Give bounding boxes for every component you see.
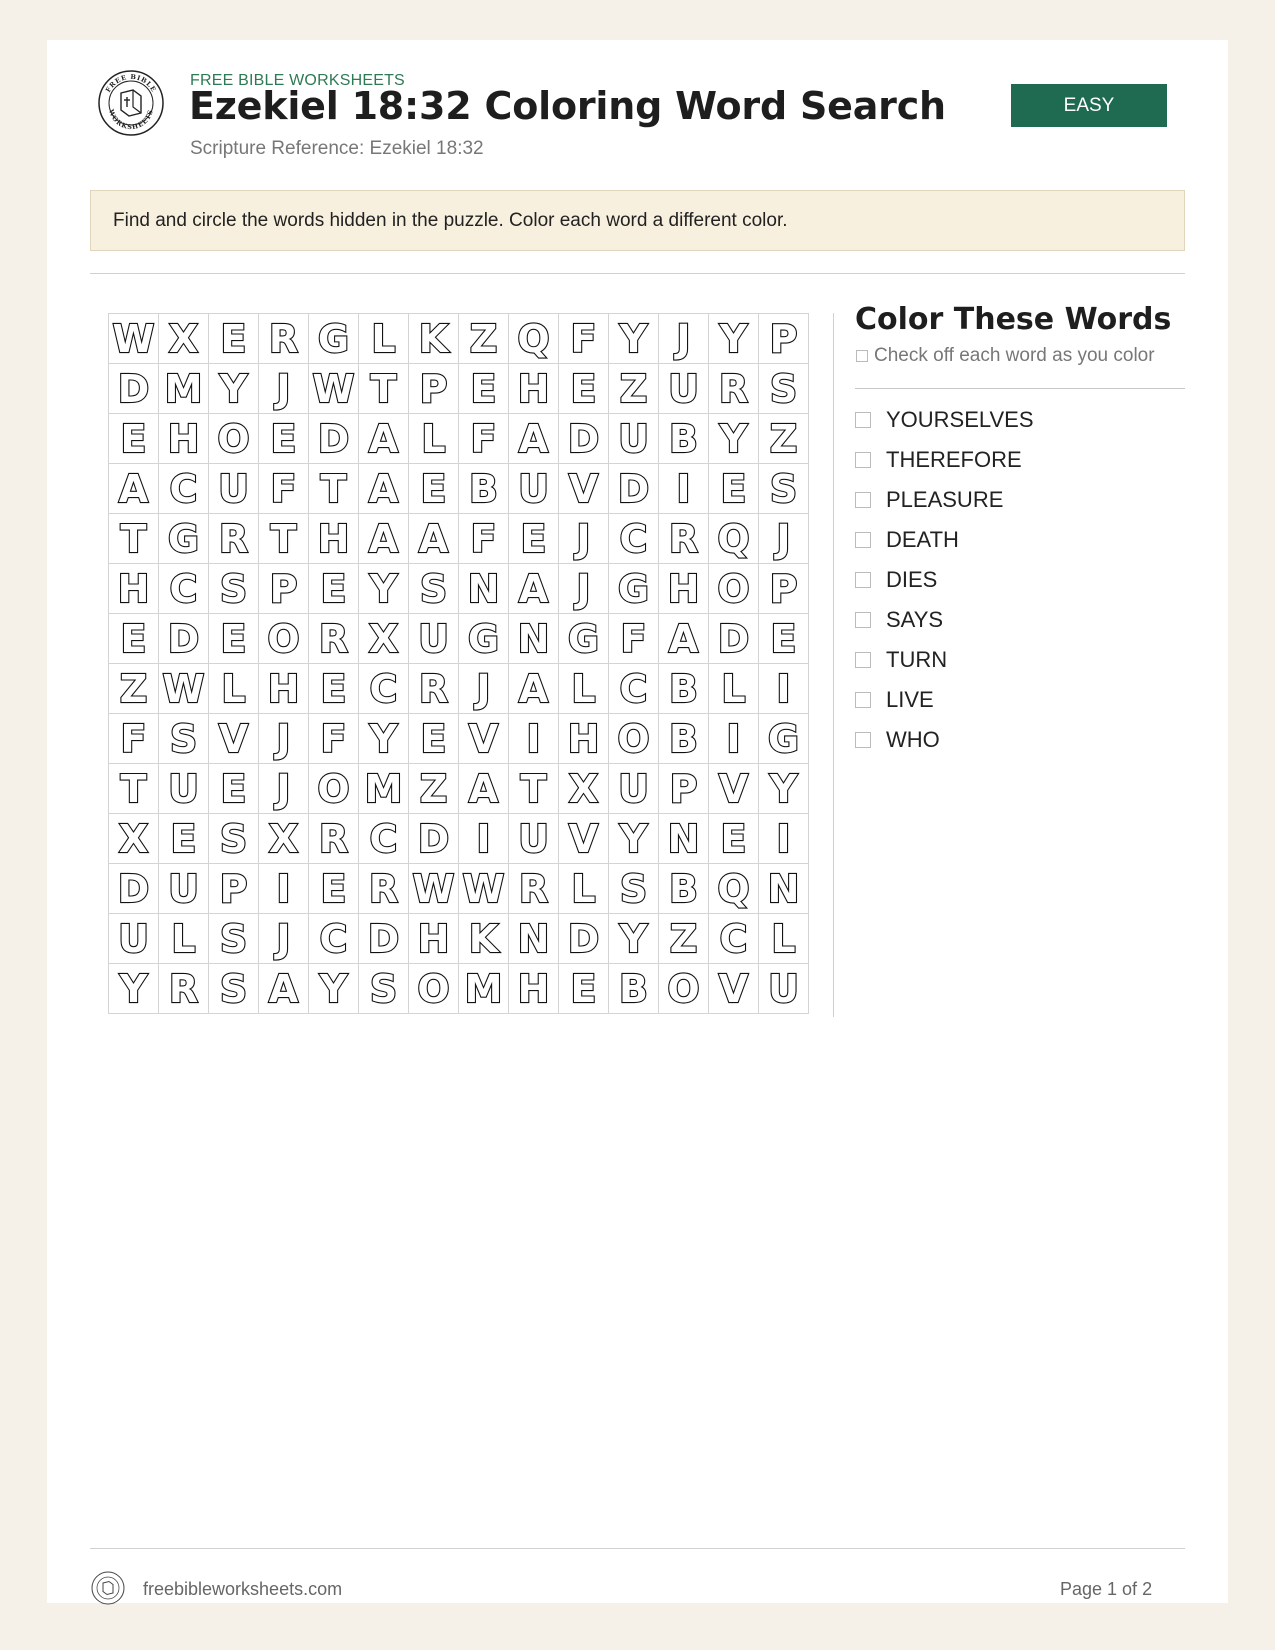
grid-cell: C	[609, 664, 659, 714]
grid-cell: H	[409, 914, 459, 964]
grid-cell: G	[559, 614, 609, 664]
grid-cell: N	[459, 564, 509, 614]
grid-cell: U	[159, 864, 209, 914]
grid-cell: J	[259, 764, 309, 814]
grid-cell: E	[709, 464, 759, 514]
page-title: Ezekiel 18:32 Coloring Word Search	[189, 84, 946, 128]
grid-cell: E	[109, 414, 159, 464]
grid-cell: U	[509, 464, 559, 514]
grid-cell: U	[409, 614, 459, 664]
grid-cell: L	[759, 914, 809, 964]
grid-cell: V	[209, 714, 259, 764]
grid-cell: T	[109, 764, 159, 814]
footer-divider	[90, 1548, 1185, 1549]
grid-cell: Y	[609, 914, 659, 964]
grid-cell: P	[259, 564, 309, 614]
grid-cell: J	[759, 514, 809, 564]
grid-cell: A	[409, 514, 459, 564]
grid-cell: Z	[759, 414, 809, 464]
grid-cell: H	[509, 964, 559, 1014]
grid-cell: R	[659, 514, 709, 564]
grid-cell: H	[509, 364, 559, 414]
word-list-item	[855, 560, 1034, 600]
grid-cell: A	[359, 514, 409, 564]
word-label: LIVE	[886, 687, 934, 712]
grid-cell: L	[359, 314, 409, 364]
word-list-item	[855, 520, 1034, 560]
grid-cell: N	[759, 864, 809, 914]
grid-cell: O	[209, 414, 259, 464]
grid-cell: R	[359, 864, 409, 914]
grid-cell: U	[209, 464, 259, 514]
grid-cell: Z	[659, 914, 709, 964]
grid-cell: Y	[709, 314, 759, 364]
grid-cell: E	[259, 414, 309, 464]
grid-cell: E	[409, 464, 459, 514]
word-label: DEATH	[886, 527, 959, 552]
grid-cell: T	[259, 514, 309, 564]
grid-cell: A	[509, 564, 559, 614]
word-checkbox[interactable]	[855, 572, 871, 588]
grid-cell: I	[259, 864, 309, 914]
word-label: PLEASURE	[886, 487, 1004, 512]
grid-cell: F	[559, 314, 609, 364]
grid-cell: N	[509, 914, 559, 964]
grid-cell: V	[459, 714, 509, 764]
word-label: TURN	[886, 647, 948, 672]
grid-cell: H	[109, 564, 159, 614]
grid-cell: I	[459, 814, 509, 864]
grid-cell: V	[559, 814, 609, 864]
grid-cell: J	[259, 364, 309, 414]
grid-cell: U	[609, 414, 659, 464]
word-list-item	[855, 400, 1034, 440]
grid-cell: W	[109, 314, 159, 364]
grid-cell: S	[609, 864, 659, 914]
word-checkbox[interactable]	[855, 652, 871, 668]
word-checkbox[interactable]	[855, 452, 871, 468]
grid-cell: L	[559, 664, 609, 714]
grid-cell: D	[409, 814, 459, 864]
grid-cell: S	[409, 564, 459, 614]
grid-cell: Z	[109, 664, 159, 714]
grid-cell: V	[709, 964, 759, 1014]
grid-cell: P	[759, 314, 809, 364]
grid-cell: E	[209, 314, 259, 364]
word-checkbox[interactable]	[855, 612, 871, 628]
grid-cell: T	[509, 764, 559, 814]
grid-cell: M	[159, 364, 209, 414]
grid-cell: E	[209, 764, 259, 814]
grid-cell: B	[609, 964, 659, 1014]
grid-cell: A	[359, 414, 409, 464]
grid-cell: E	[109, 614, 159, 664]
grid-cell: M	[359, 764, 409, 814]
grid-cell: I	[759, 664, 809, 714]
grid-cell: P	[659, 764, 709, 814]
grid-cell: Y	[609, 814, 659, 864]
grid-cell: Y	[759, 764, 809, 814]
grid-cell: G	[309, 314, 359, 364]
grid-cell: U	[609, 764, 659, 814]
grid-cell: U	[509, 814, 559, 864]
word-checkbox[interactable]	[855, 492, 871, 508]
grid-cell: I	[759, 814, 809, 864]
grid-cell: A	[359, 464, 409, 514]
grid-cell: Q	[709, 514, 759, 564]
word-checkbox[interactable]	[855, 532, 871, 548]
word-checkbox[interactable]	[855, 692, 871, 708]
grid-cell: Z	[409, 764, 459, 814]
grid-cell: Y	[209, 364, 259, 414]
grid-cell: A	[659, 614, 709, 664]
grid-cell: F	[459, 414, 509, 464]
grid-cell: G	[159, 514, 209, 564]
grid-cell: S	[209, 914, 259, 964]
grid-cell: D	[709, 614, 759, 664]
grid-cell: M	[459, 964, 509, 1014]
grid-cell: D	[609, 464, 659, 514]
grid-cell: H	[159, 414, 209, 464]
grid-cell: E	[409, 714, 459, 764]
divider	[90, 273, 1185, 274]
grid-cell: U	[659, 364, 709, 414]
word-label: DIES	[886, 567, 938, 592]
grid-cell: E	[559, 964, 609, 1014]
grid-cell: D	[559, 914, 609, 964]
grid-cell: Y	[109, 964, 159, 1014]
grid-cell: P	[209, 864, 259, 914]
grid-cell: L	[159, 914, 209, 964]
grid-cell: D	[359, 914, 409, 964]
instructions-text: Find and circle the words hidden in the puzzle. Color each word a different color.	[113, 209, 788, 231]
grid-cell: R	[309, 614, 359, 664]
grid-cell: T	[359, 364, 409, 414]
grid-cell: H	[559, 714, 609, 764]
grid-cell: E	[209, 614, 259, 664]
word-list-item	[855, 680, 1034, 720]
grid-cell: D	[109, 364, 159, 414]
grid-cell: L	[559, 864, 609, 914]
grid-cell: O	[309, 764, 359, 814]
word-label: SAYS	[886, 607, 944, 632]
bible-logo-icon	[91, 1571, 125, 1605]
grid-cell: F	[459, 514, 509, 564]
grid-cell: U	[759, 964, 809, 1014]
grid-cell: A	[509, 414, 559, 464]
grid-cell: E	[559, 364, 609, 414]
grid-cell: R	[409, 664, 459, 714]
grid-cell: Z	[609, 364, 659, 414]
grid-cell: A	[509, 664, 559, 714]
grid-cell: O	[609, 714, 659, 764]
grid-cell: P	[409, 364, 459, 414]
word-label: THEREFORE	[886, 447, 1022, 472]
grid-cell: E	[309, 864, 359, 914]
grid-cell: R	[509, 864, 559, 914]
grid-cell: S	[159, 714, 209, 764]
footer-website: freebibleworksheets.com	[143, 1579, 343, 1599]
instructions-box	[90, 190, 1185, 251]
scripture-reference: Scripture Reference: Ezekiel 18:32	[190, 138, 484, 159]
grid-cell: H	[309, 514, 359, 564]
grid-cell: D	[309, 414, 359, 464]
grid-cell: J	[259, 714, 309, 764]
word-list-item	[855, 600, 1034, 640]
grid-cell: S	[209, 564, 259, 614]
grid-cell: X	[559, 764, 609, 814]
logo-text-bottom: WORKSHEETS	[106, 108, 155, 132]
word-list-subtitle	[856, 345, 1155, 367]
grid-cell: W	[459, 864, 509, 914]
grid-cell: F	[309, 714, 359, 764]
grid-cell: E	[309, 564, 359, 614]
word-list-subtitle-text: Check off each word as you color	[874, 345, 1155, 366]
grid-cell: J	[559, 564, 609, 614]
grid-cell: F	[609, 614, 659, 664]
grid-cell: L	[209, 664, 259, 714]
word-search-grid	[108, 313, 809, 1014]
bible-logo-icon	[97, 69, 165, 137]
grid-cell: G	[459, 614, 509, 664]
grid-cell: D	[109, 864, 159, 914]
grid-cell: L	[409, 414, 459, 464]
grid-cell: O	[709, 564, 759, 614]
word-list-title: Color These Words	[855, 302, 1172, 337]
grid-cell: C	[359, 664, 409, 714]
grid-cell: X	[359, 614, 409, 664]
difficulty-badge: EASY	[1011, 84, 1167, 127]
grid-cell: A	[459, 764, 509, 814]
grid-cell: R	[209, 514, 259, 564]
page-number: Page 1 of 2	[1060, 1579, 1153, 1599]
grid-cell: A	[109, 464, 159, 514]
grid-cell: Y	[359, 564, 409, 614]
grid-cell: S	[759, 464, 809, 514]
grid-cell: Q	[509, 314, 559, 364]
grid-cell: H	[259, 664, 309, 714]
grid-cell: K	[409, 314, 459, 364]
grid-cell: L	[709, 664, 759, 714]
grid-cell: S	[209, 814, 259, 864]
grid-cell: N	[509, 614, 559, 664]
grid-cell: B	[459, 464, 509, 514]
grid-cell: Y	[359, 714, 409, 764]
column-divider	[833, 313, 834, 1017]
checkbox-icon	[856, 350, 868, 362]
grid-cell: C	[309, 914, 359, 964]
grid-cell: J	[559, 514, 609, 564]
grid-cell: B	[659, 414, 709, 464]
grid-cell: N	[659, 814, 709, 864]
grid-cell: Q	[709, 864, 759, 914]
grid-cell: S	[359, 964, 409, 1014]
grid-cell: E	[759, 614, 809, 664]
grid-cell: D	[559, 414, 609, 464]
grid-cell: O	[259, 614, 309, 664]
grid-cell: W	[159, 664, 209, 714]
grid-cell: E	[509, 514, 559, 564]
grid-cell: C	[609, 514, 659, 564]
grid-cell: W	[409, 864, 459, 914]
word-label: WHO	[886, 727, 940, 752]
grid-cell: B	[659, 864, 709, 914]
grid-cell: J	[659, 314, 709, 364]
grid-cell: I	[659, 464, 709, 514]
grid-cell: B	[659, 664, 709, 714]
grid-cell: T	[109, 514, 159, 564]
word-list-item	[855, 440, 1034, 480]
grid-cell: Y	[609, 314, 659, 364]
grid-cell: O	[659, 964, 709, 1014]
grid-cell: C	[159, 564, 209, 614]
grid-cell: C	[159, 464, 209, 514]
grid-cell: E	[159, 814, 209, 864]
word-list-item	[855, 480, 1034, 520]
grid-cell: X	[259, 814, 309, 864]
grid-cell: W	[309, 364, 359, 414]
grid-cell: A	[259, 964, 309, 1014]
grid-cell: Y	[709, 414, 759, 464]
word-list	[855, 400, 1034, 760]
grid-cell: I	[509, 714, 559, 764]
grid-cell: V	[709, 764, 759, 814]
grid-cell: C	[359, 814, 409, 864]
worksheet-page	[47, 40, 1228, 1603]
grid-cell: H	[659, 564, 709, 614]
grid-cell: U	[109, 914, 159, 964]
grid-cell: R	[309, 814, 359, 864]
word-list-item	[855, 640, 1034, 680]
grid-cell: X	[109, 814, 159, 864]
grid-cell: J	[259, 914, 309, 964]
grid-cell: K	[459, 914, 509, 964]
word-list-divider	[855, 388, 1185, 389]
grid-cell: U	[159, 764, 209, 814]
grid-cell: E	[459, 364, 509, 414]
grid-cell: C	[709, 914, 759, 964]
word-label: YOURSELVES	[886, 407, 1034, 432]
grid-cell: B	[659, 714, 709, 764]
grid-cell: Y	[309, 964, 359, 1014]
grid-cell: I	[709, 714, 759, 764]
grid-cell: Z	[459, 314, 509, 364]
grid-cell: O	[409, 964, 459, 1014]
grid-cell: E	[309, 664, 359, 714]
grid-cell: S	[759, 364, 809, 414]
grid-cell: E	[709, 814, 759, 864]
grid-cell: F	[109, 714, 159, 764]
word-checkbox[interactable]	[855, 412, 871, 428]
brand-label: FREE BIBLE WORKSHEETS	[190, 72, 405, 89]
grid-cell: G	[609, 564, 659, 614]
word-checkbox[interactable]	[855, 732, 871, 748]
grid-cell: R	[259, 314, 309, 364]
word-list-item	[855, 720, 1034, 760]
grid-cell: T	[309, 464, 359, 514]
grid-cell: V	[559, 464, 609, 514]
grid-cell: P	[759, 564, 809, 614]
grid-cell: D	[159, 614, 209, 664]
grid-cell: J	[459, 664, 509, 714]
grid-cell: R	[159, 964, 209, 1014]
grid-cell: R	[709, 364, 759, 414]
logo-text-top: FREE BIBLE	[104, 72, 158, 94]
grid-cell: S	[209, 964, 259, 1014]
grid-cell: G	[759, 714, 809, 764]
grid-cell: F	[259, 464, 309, 514]
grid-cell: X	[159, 314, 209, 364]
